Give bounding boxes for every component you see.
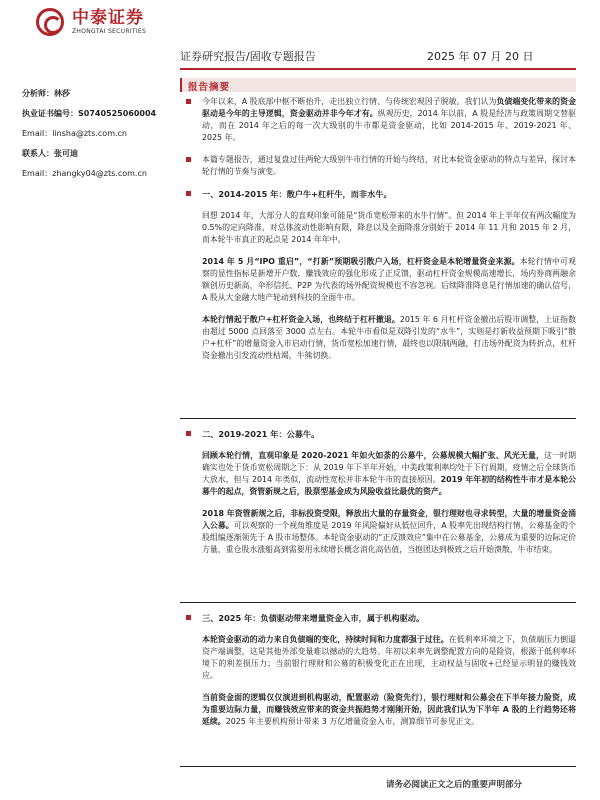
text-segment: 2025 年主要机构预计带来 3 万亿增量资金入市，测算细节可参见正文。 [225, 717, 480, 726]
bold-segment: 本轮资金驱动的动力来自负债端的变化，持续时间和力度都强于过往。 [202, 635, 449, 644]
email-row-1 [22, 128, 172, 140]
email-label: Email： [22, 169, 53, 178]
text-segment: 可以观察的一个视角维度是 2019 年风险偏好从低位回升，A 股率先出现结构行情，公募基金的个股组编逐渐领先于 A 股市场整体。本轮资金驱动的“正反馈效应”集中在公募基金，公募成为重要的边际定价方量，重仓股水涨船高到需要用永续增长概念消化高估值，当抱团达到极致之后开始溃散，牛市结束。 [202, 521, 576, 554]
bold-segment: 2014 年 5 月“IPO 重启”，“打新”预期吸引散户入场，杠杆资金是本轮增量资金来源。 [202, 257, 520, 266]
bold-segment: 2019 年年初的结构性牛市才是本轮公募牛的起点，资管新规之后，股票型基金成为风险收益比最优的资产。 [202, 475, 576, 496]
report-date: 2025 年 07 月 20 日 [427, 50, 534, 63]
bold-segment: 2018 年资管新规之后，非标投资受限，释放出大量的存量资金，银行理财也寻求转型，大量的增量资金涌入公募。 [202, 509, 576, 530]
logo-chinese-name: 中泰证券 [72, 8, 144, 28]
email-row-2 [22, 168, 172, 180]
section-1-paragraph-2 [180, 256, 576, 304]
analyst-info [22, 88, 172, 188]
bold-segment: 回顾本轮行情，直观印象是 2020-2021 年如火如荼的公募牛，公募规模大幅扩张、风光无量， [202, 451, 544, 460]
section-2-paragraph-2 [180, 508, 576, 556]
bold-segment: 本轮行情起于散户+杠杆资金入场，也终结于杠杆撤退。 [202, 315, 400, 324]
section-1-paragraph-1: 回想 2014 年，大部分人的直观印象可能是“货币宽松带来的水牛行情”。但 2014 年上半年仅有两次幅度为 0.5%的定向降准，对总体流动性影响有限，降息以及全面降准分别始于 2014 年 11 月和 2015 年 2 月，而本轮牛市真正的起点是 2014 年年中。 [202, 211, 576, 244]
cert-label: 执业证书编号： [22, 109, 78, 118]
contact-row [22, 148, 172, 160]
text-segment: 在低利率环境之下，负债端压力倒逼资产端调整，这是其他外部变量难以撼动的大趋势。年初以来率先调整配置方向的是险资，根源于低利率环境下的利差损压力；当前银行理财和公募的积极变化正在出现，主动权益与固收+已经显示明显的赚钱效应。 [202, 635, 576, 680]
cert-row [22, 108, 172, 120]
section-divider [180, 418, 576, 419]
section-2-title: 二、2019-2021 年：公募牛。 [180, 428, 576, 440]
analyst-row [22, 88, 172, 100]
section-1-title: 一、2014-2015 年：散户牛+杠杆牛，而非水牛。 [180, 188, 576, 200]
summary-paragraph-1 [180, 96, 576, 144]
zhongtai-logo-icon [36, 8, 64, 36]
analyst-label: 分析师： [22, 89, 54, 98]
contact-label: 联系人： [22, 149, 54, 158]
summary-heading: 报告摘要 [188, 82, 231, 93]
analyst-name: 林莎 [54, 89, 70, 98]
bold-segment: 当前资金面的逻辑仅仅演进到机构驱动，配置驱动（险资先行），银行理财和公募会在下半年接力险资，成为重要边际力量，而赚钱效应带来的资金共振趋势才刚刚开始，因此我们认为下半年 A 股的上行趋势还将延续。 [202, 693, 576, 726]
text-segment: 今年以来，A 股底部中枢不断抬升，走出独立行情、与传统宏观因子脱敏。我们认为 [202, 97, 497, 106]
text-segment: 纵观历史，2014 年以前，A 股是经济与政策周期交替驱动，而在 2014 年之后的每一次大级别的牛市都是资金驱动，比如 2014-2015 年、2019-2021 年、2025 年。 [202, 109, 576, 142]
company-logo [36, 8, 196, 38]
email-label: Email： [22, 129, 53, 138]
analyst-email[interactable]: linsha@zts.com.cn [52, 129, 128, 138]
section-3-title: 三、2025 年：负债驱动带来增量资金入市，属于机构驱动。 [180, 612, 576, 624]
text-segment: 2015 年 6 月杠杆资金撤出后股市调整，上证指数由超过 5000 点回落至 3000 点左右。本轮牛市看似是双降引发的“水牛”，实则是打新收益预期下吸引“散户+杠杆”的增量资金入市启动行情，货币宽松加速行情，最终也以限制两融，打击场外配资为转折点，杠杆资金撤出引发流动性枯竭，牛熊切换。 [202, 315, 576, 360]
summary-heading-bar [180, 78, 576, 92]
section-3-body [180, 612, 576, 738]
contact-email[interactable]: zhangky04@zts.com.cn [52, 169, 147, 178]
footer-divider [180, 766, 576, 767]
text-segment: 本轮行情中可观察的显性指标是新增开户数，赚钱效应的强化形成了正反馈，驱动杠杆资金规模高速增长，场内券商两融余额创历史新高，伞形信托、P2P 为代表的场外配资规模也不容忽视。后续降准降息是行情加速的确认信号，A 股从大金融大地产轮动到科技的全面牛市。 [202, 257, 576, 302]
contact-name: 张可迪 [54, 149, 78, 158]
report-summary-body [180, 96, 576, 372]
section-2-paragraph-1 [180, 450, 576, 498]
summary-paragraph-2: 本篇专题报告，通过复盘过往两轮大级别牛市行情的开始与终结，对比本轮资金驱动的特点与差异，探讨本轮行情的节奏与演变。 [180, 154, 576, 178]
bold-segment: 负债端变化带来的资金驱动是今年的主导逻辑，资金驱动并非今年才有。 [202, 97, 576, 118]
header-divider [180, 68, 576, 70]
text-segment: 这一时期确实也处于货币宽松周期之下：从 2019 年下半年开始，中美政策利率均处于下行周期，疫情之后全球货币大放水，但与 2014 年类似，流动性宽松并非本轮牛市的直接原因。 [202, 451, 576, 484]
section-3-paragraph-2 [180, 692, 576, 728]
section-3-paragraph-1 [180, 634, 576, 682]
section-divider [180, 602, 576, 603]
report-type: 证券研究报告/固收专题报告 [180, 50, 316, 63]
section-1-paragraph-3 [180, 314, 576, 362]
footer-disclaimer: 请务必阅读正文之后的重要声明部分 [386, 780, 523, 790]
section-2-body [180, 428, 576, 566]
logo-english-name: ZHONGTAI SECURITIES [72, 28, 147, 35]
cert-number: S0740525060004 [78, 109, 157, 118]
